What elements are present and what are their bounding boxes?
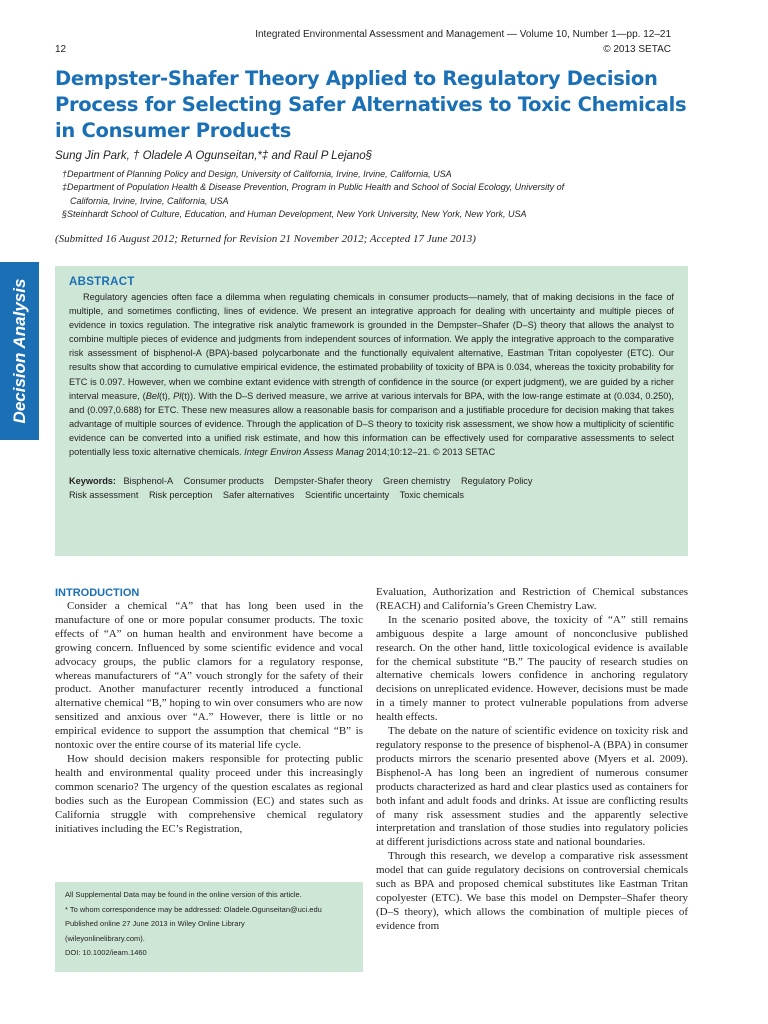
column-left (55, 586, 363, 836)
paragraph: Consider a chemical “A” that has long been used in the manufacture of one or more popular consumer products. The toxic effects of “A” on human health and environment have become a growing concern. Influenced by some scientific evidence and vocal advocacy groups, the public clamors for a regulatory response, whereas manufacturers of “A” vouch strongly for the safety of their product. Another manufacturer recently introduced a functional alternative chemical “B,” hoping to win over consumers who are now sensitized and anxious over “A.” However, there is little or no empirical evidence to support the assumption that chemical “B” is nontoxic over the entire course of its material life cycle. (55, 600, 363, 752)
keywords-label: Keywords: (69, 476, 116, 487)
affiliation-2-cont: California, Irvine, Irvine, California, USA (70, 195, 229, 206)
abstract-citation: Integr Environ Assess Manag (244, 447, 364, 458)
submission-dates: (Submitted 16 August 2012; Returned for Revision 21 November 2012; Accepted 17 June 2013) (55, 233, 476, 245)
abstract-text: Regulatory agencies often face a dilemma when regulating chemicals in consumer products—namely, that of making decisions in the face of multiple, and sometimes conflicting, lines of evidence. We present an integrative approach for dealing with uncertainty and multiple pieces of evidence in toxics regulation. The integrative risk analytic framework is grounded in the Dempster–Shafer (D–S) theory that allows the analyst to combine multiple pieces of evidence and judgments from independent sources of information. We apply the integrative approach to the comparative risk assessment of bisphenol-A (BPA)-based polycarbonate and the functionally equivalent alternative, Eastman Tritan copolyester (ETC). Our results show that according to cumulative empirical evidence, the estimated probability of toxicity of BPA is 0.034, whereas the toxicity probability for ETC is 0.097. However, when we combine extant evidence with strength of confidence in the source (or expert judgment), we are guided by a richer interval measure, (Bel(t), Pl(t)). With the D–S derived measure, we arrive at various intervals for BPA, with the low-range estimate at (0.034, 0.250), and (0.097,0.688) for ETC. These new measures allow a reasonable basis for comparison and a justifiable procedure for decision making that takes advantage of multiple sources of evidence. Through the application of D–S theory to toxicity risk assessment, we show how a multiplicity of scientific evidence can be converted into a unified risk estimate, and how this information can be effectively used for comparative assessments to select potentially less toxic alternative chemicals. Integr Environ Assess Manag 2014;10:12–21. © 2013 SETAC (69, 292, 674, 458)
introduction-heading: INTRODUCTION (55, 587, 140, 599)
paragraph: In the scenario posited above, the toxicity of “A” still remains ambiguous despite a large amount of nonconclusive published research. On the other hand, little toxicological evidence is available for the chemical substitute “B.” The paucity of research studies on alternative chemicals lowers confidence in anchoring regulatory decisions on unreplicated evidence. However, decisions must be made in a timely manner to protect vulnerable populations from adverse health effects. (376, 613, 688, 724)
side-tab-label: Decision Analysis (9, 278, 29, 424)
keyword: Dempster-Shafer theory (274, 476, 373, 487)
correspondence-note: * To whom correspondence may be addressed: Oladele.Ogunseitan@uci.edu (65, 904, 322, 914)
paragraph: Through this research, we develop a comparative risk assessment model that can guide regulatory decisions on controversial chemicals such as BPA and proposed chemical substitutes like Eastman Tritan copolyester (ETC). We base this model on Dempster–Shafer theory (D–S theory), which allows the combination of multiple pieces of evidence from (376, 850, 688, 932)
affiliations (62, 168, 662, 221)
keyword: Green chemistry (383, 476, 451, 487)
abstract-box (55, 266, 688, 556)
supplemental-note: All Supplemental Data may be found in the online version of this article. (65, 890, 302, 899)
keyword: Bisphenol-A (123, 476, 174, 487)
paragraph: How should decision makers responsible for protecting public health and environmental quality proceed under this increasingly common scenario? The urgency of the question escalates as regional bodies such as the European Commission (EC) and states such as California struggle with comprehensive chemical regulatory initiatives including the EC’s Registration, (55, 752, 363, 835)
paragraph: The debate on the nature of scientific evidence on toxicity risk and regulatory response to the presence of bisphenol-A (BPA) in consumer products mirrors the scenario presented above (Myers et al. 2009). Bisphenol-A has long been an ingredient of numerous consumer products characterized as hard and clear plastics used as containers for both infant and adult foods and drinks. At issue are conflicting results of many risk assessment studies and the apparently selective interpretation and translation of those studies into regulatory policies at different jurisdictions across state and national boundaries. (376, 725, 688, 849)
affiliation-1: †Department of Planning Policy and Design, University of California, Irvine, Irvine, California, USA (62, 169, 452, 179)
journal-header: Integrated Environmental Assessment and Management — Volume 10, Number 1—pp. 12–21 (255, 29, 671, 40)
keyword: Scientific uncertainty (304, 490, 390, 501)
author-list: Sung Jin Park, † Oladele A Ogunseitan,*‡ and Raul P Lejano§ (55, 150, 373, 162)
footnote-box (55, 882, 363, 972)
keyword: Risk assessment (69, 490, 139, 501)
affiliation-3: §Steinhardt School of Culture, Education, and Human Development, New York University, New York, New York, USA (62, 208, 527, 219)
paragraph: Evaluation, Authorization and Restriction of Chemical substances (REACH) and California’s Green Chemistry Law. (376, 586, 688, 612)
article-title: Dempster-Shafer Theory Applied to Regulatory Decision Process for Selecting Safer Alternatives to Toxic Chemicals in Consumer Products (55, 67, 687, 142)
copyright: © 2013 SETAC (603, 44, 671, 55)
abstract-heading: ABSTRACT (69, 276, 135, 288)
doi: DOI: 10.1002/ieam.1460 (65, 948, 147, 958)
published-note: Published online 27 June 2013 in Wiley Online Library (65, 919, 245, 929)
keywords (69, 474, 674, 502)
section-side-tab (0, 262, 39, 440)
wiley-site: (wileyonlinelibrary.com). (65, 933, 145, 943)
keyword: Safer alternatives (222, 490, 295, 501)
keyword: Consumer products (183, 476, 264, 487)
keyword: Risk perception (149, 490, 213, 501)
page-number: 12 (55, 44, 67, 55)
keyword: Regulatory Policy (460, 476, 533, 487)
affiliation-2: ‡Department of Population Health & Disease Prevention, Program in Public Health and School of Social Ecology, University of (62, 182, 565, 193)
column-right (376, 586, 688, 934)
keyword: Toxic chemicals (399, 490, 464, 501)
